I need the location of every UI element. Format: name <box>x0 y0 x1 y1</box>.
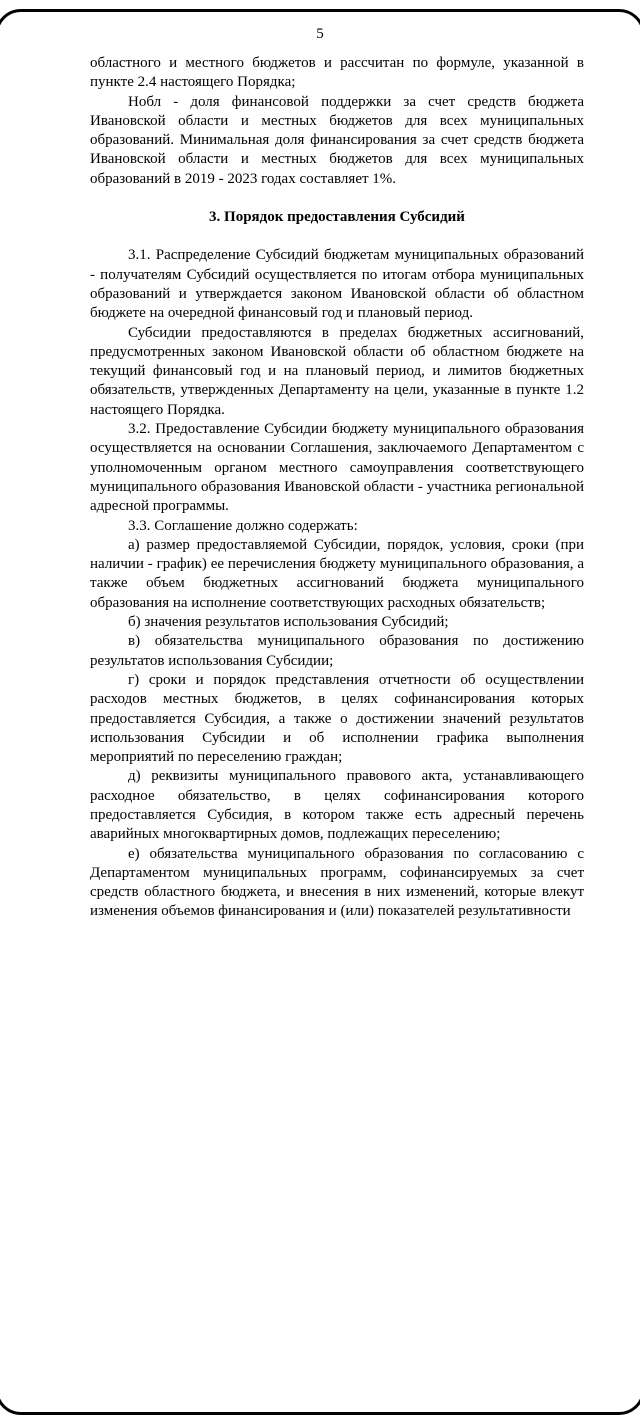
paragraph-nobl-definition: Нобл - доля финансовой поддержки за счет средств бюджета Ивановской области и местных бюджетов для всех муниципальных образований. Минимальная доля финансирования за счет средств бюджета Ивановской области и местных бюджетов для всех муниципальных образований в 2019 - 2023 годах составляет 1%. <box>90 93 584 187</box>
page-number: 5 <box>316 26 324 42</box>
list-item-g: г) сроки и порядок представления отчетности об осуществлении расходов местных бюджетов, в целях софинансирования которых предоставляется Субсидия, а также о достижении значений результатов использования Субсидии и об исполнении графика выполнения мероприятий по переселению граждан; <box>90 671 584 766</box>
list-item-b: б) значения результатов использования Субсидий; <box>128 614 449 631</box>
paragraph-continuation: областного и местного бюджетов и рассчитан по формуле, указанной в пункте 2.4 настоящего Порядка; <box>90 55 584 91</box>
list-item-a: а) размер предоставляемой Субсидии, порядок, условия, сроки (при наличии - график) ее перечисления бюджету муниципального образования, а также объем бюджетных ассигнований бюджета муниципального образования на исполнение соответствующих расходных обязательств; <box>90 536 584 611</box>
paragraph-3-2: 3.2. Предоставление Субсидии бюджету муниципального образования осуществляется на основании Соглашения, заключаемого Департаментом с уполномоченным органом местного самоуправления соответствующего муниципального образования Ивановской области - участника региональной адресной программы. <box>90 421 584 515</box>
paragraph-subsidii-limits: Субсидии предоставляются в пределах бюджетных ассигнований, предусмотренных законом Ивановской области об областном бюджете на текущий финансовый год и на плановый период, и лимитов бюджетных обязательств, утвержденных Департаменту на цели, указанные в пункте 1.2 настоящего Порядка. <box>90 324 584 418</box>
list-item-d: д) реквизиты муниципального правового акта, устанавливающего расходное обязательство, в целях софинансирования которого предоставляется Субсидия, в котором также есть адресный перечень аварийных многоквартирных домов, подлежащих переселению; <box>90 768 584 843</box>
paragraph-3-3: 3.3. Соглашение должно содержать: <box>128 517 358 534</box>
list-item-e: е) обязательства муниципального образования по согласованию с Департаментом муниципальных программ, софинансируемых за счет средств областного бюджета, и внесения в них изменений, которые влекут изменения объемов финансирования и (или) показателей результативности <box>90 845 584 920</box>
document-content <box>90 54 584 922</box>
list-item-v: в) обязательства муниципального образования по достижению результатов использования Субсидии; <box>90 633 584 669</box>
section-heading: 3. Порядок предоставления Субсидий <box>209 209 465 226</box>
paragraph-3-1: 3.1. Распределение Субсидий бюджетам муниципальных образований - получателям Субсидий осуществляется по итогам отбора муниципальных образований и утверждается законом Ивановской области об областном бюджете на очередной финансовый год и плановый период. <box>90 247 584 322</box>
